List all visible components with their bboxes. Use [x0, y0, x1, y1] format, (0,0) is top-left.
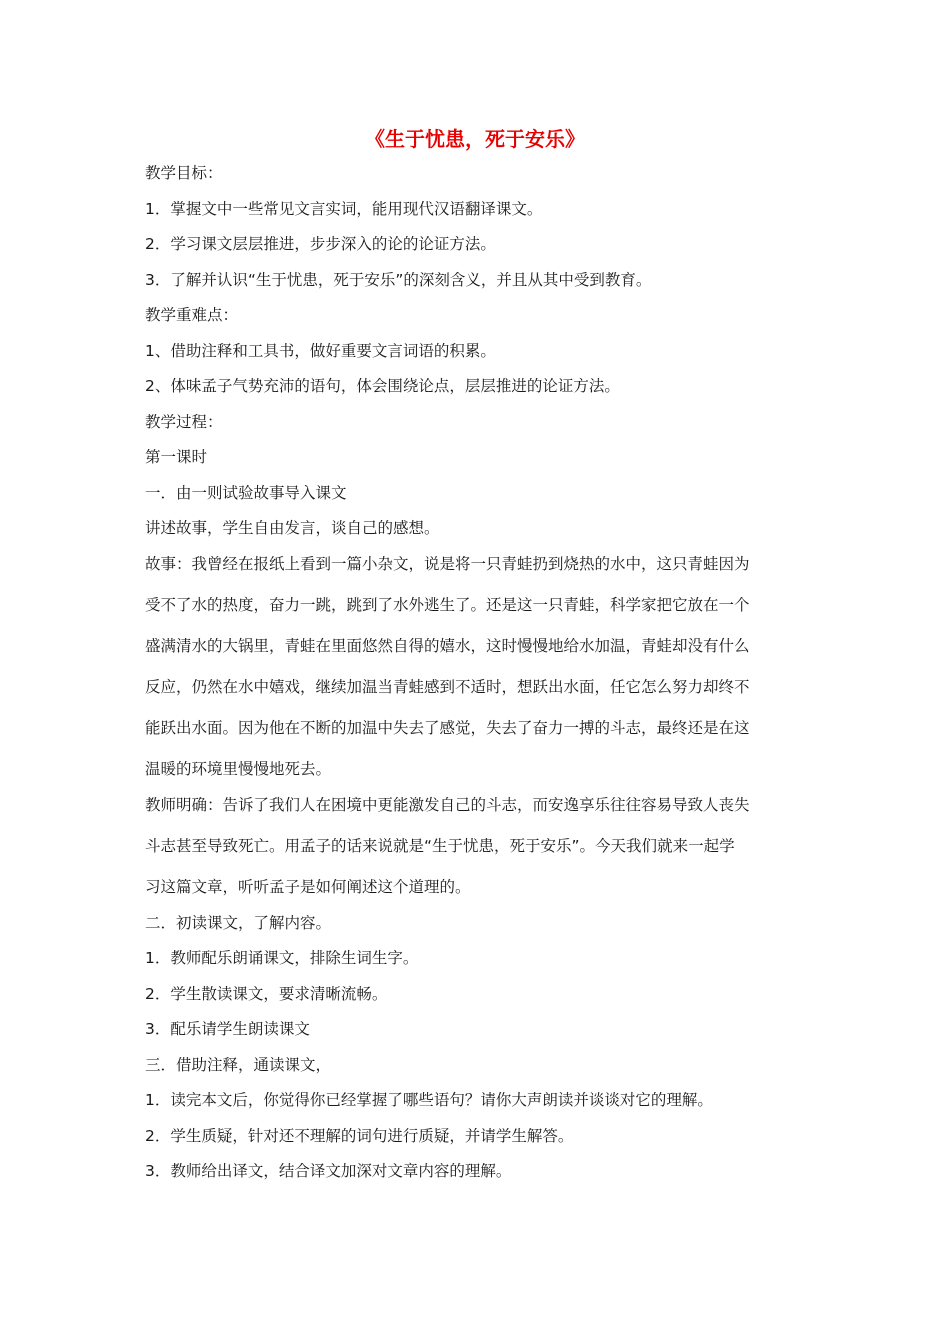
document-title: 《生于忧患，死于安乐》	[365, 127, 585, 151]
key-point-item: 2、体味孟子气势充沛的语句，体会围绕论点，层层推进的论证方法。	[145, 377, 620, 395]
lesson-label: 第一课时	[145, 448, 208, 466]
section-intro: 讲述故事，学生自由发言，谈自己的感想。	[145, 519, 440, 537]
key-points-heading: 教学重难点：	[145, 306, 239, 324]
teacher-paragraph	[145, 792, 805, 910]
section-item: 2．学生散读课文，要求清晰流畅。	[145, 984, 388, 1003]
objective-item: 3．了解并认识“生于忧患，死于安乐”的深刻含义，并且从其中受到教育。	[145, 270, 652, 289]
story-line: 受不了水的热度，奋力一跳，跳到了水外逃生了。还是这一只青蛙，科学家把它放在一个	[145, 595, 750, 614]
process-heading: 教学过程：	[145, 412, 223, 431]
key-point-item: 1、借助注释和工具书，做好重要文言词语的积累。	[145, 341, 496, 360]
section-item: 1．读完本文后，你觉得你已经掌握了哪些语句？请你大声朗读并谈谈对它的理解。	[145, 1091, 713, 1110]
section-item: 3．教师给出译文，结合译文加深对文章内容的理解。	[145, 1162, 512, 1181]
story-line: 故事：我曾经在报纸上看到一篇小杂文，说是将一只青蛙扔到烧热的水中，这只青蛙因为	[145, 554, 750, 573]
teacher-line: 习这篇文章，听听孟子是如何阐述这个道理的。	[145, 878, 471, 897]
story-line: 反应，仍然在水中嬉戏，继续加温当青蛙感到不适时，想跃出水面，任它怎么努力却终不	[145, 678, 750, 697]
objectives-heading: 教学目标：	[145, 164, 223, 182]
document-body	[145, 160, 805, 1194]
objective-item: 1．掌握文中一些常见文言实词，能用现代汉语翻译课文。	[145, 199, 543, 218]
objective-item: 2．学习课文层层推进，步步深入的论的论证方法。	[145, 235, 496, 253]
section-heading: 二．初读课文，了解内容。	[145, 913, 332, 932]
section-heading: 一．由一则试验故事导入课文	[145, 483, 347, 502]
story-line: 温暖的环境里慢慢地死去。	[145, 760, 332, 779]
section-item: 3．配乐请学生朗读课文	[145, 1020, 310, 1039]
teacher-line: 斗志甚至导致死亡。用孟子的话来说就是“生于忧患，死于安乐”。今天我们就来一起学	[145, 837, 735, 856]
section-item: 2．学生质疑，针对还不理解的词句进行质疑，并请学生解答。	[145, 1126, 574, 1145]
story-line: 盛满清水的大锅里，青蛙在里面悠然自得的嬉水，这时慢慢地给水加温，青蛙却没有什么	[145, 636, 750, 655]
section-heading: 三．借助注释，通读课文，	[145, 1055, 332, 1074]
section-item: 1．教师配乐朗诵课文，排除生词生字。	[145, 949, 419, 968]
story-paragraph	[145, 551, 805, 792]
story-line: 能跃出水面。因为他在不断的加温中失去了感觉，失去了奋力一搏的斗志，最终还是在这	[145, 719, 750, 738]
teacher-line: 教师明确：告诉了我们人在困境中更能激发自己的斗志，而安逸享乐往往容易导致人丧失	[145, 795, 750, 814]
